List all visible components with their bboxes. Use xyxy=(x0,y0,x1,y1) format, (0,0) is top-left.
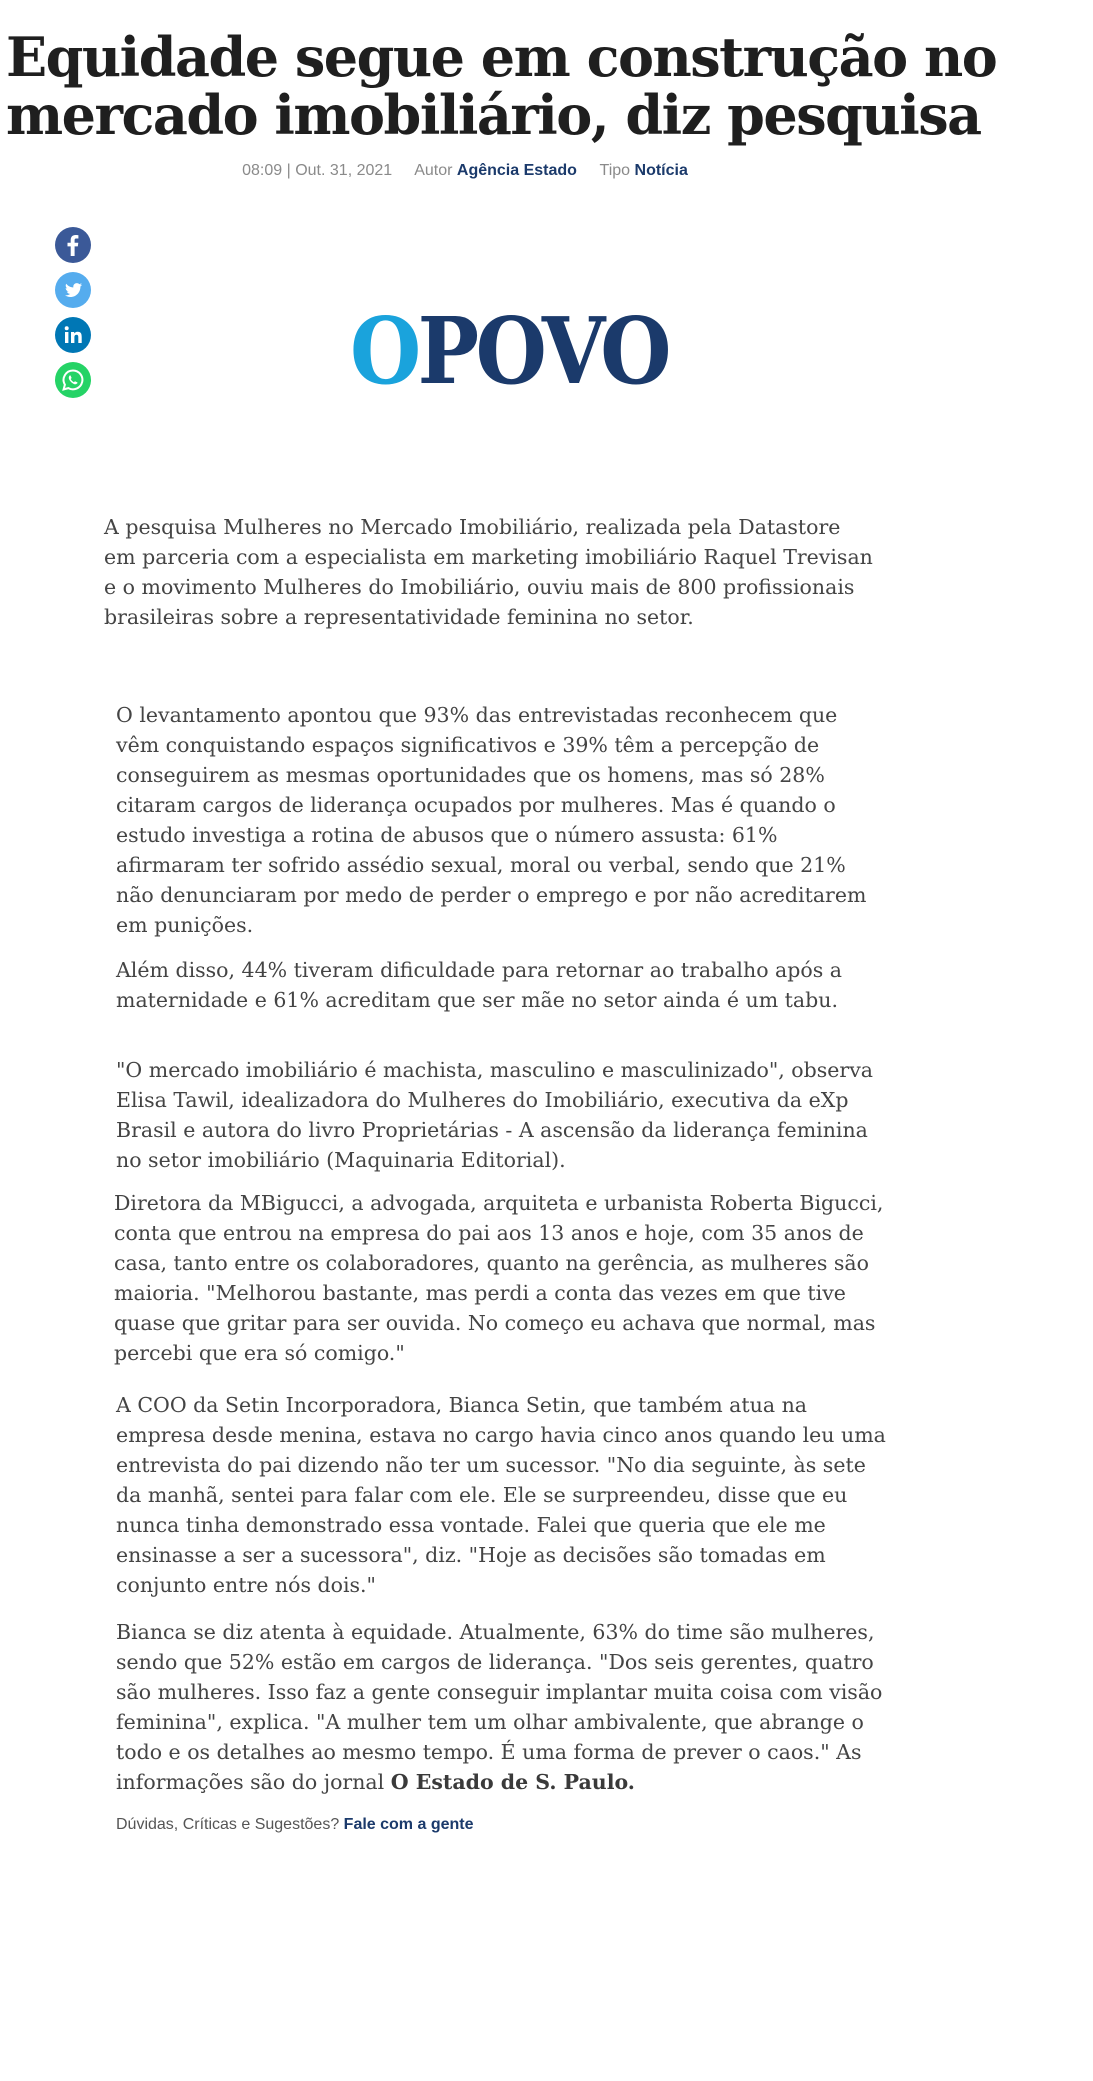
publish-datetime: 08:09 | Out. 31, 2021 xyxy=(242,162,393,179)
opovo-logo xyxy=(350,297,700,405)
share-bar xyxy=(55,227,91,407)
twitter-share-button[interactable] xyxy=(55,272,91,308)
facebook-icon xyxy=(55,227,91,263)
facebook-share-button[interactable] xyxy=(55,227,91,263)
author-link[interactable]: Agência Estado xyxy=(456,162,577,179)
paragraph-bianca: A COO da Setin Incorporadora, Bianca Setin, que também atua na empresa desde menina, estava no cargo havia cinco anos quando leu uma entrevista do pai dizendo não ter um sucessor. "No dia seguinte, às sete da manhã, sentei para falar com ele. Ele se surpreendeu, disse que eu nunca tinha demonstrado essa vontade. Falei que queria que ele me ensinasse a ser a sucessora", diz. "Hoje as decisões são tomadas em conjunto entre nós dois." xyxy=(116,1393,886,1597)
article-title: Equidade segue em construção no mercado imobiliário, diz pesquisa xyxy=(6,25,997,147)
svg-text:OPOVO: OPOVO xyxy=(350,297,700,405)
paragraph-quote-elisa: "O mercado imobiliário é machista, masculino e masculinizado", observa Elisa Tawil, idealizadora do Mulheres do Imobiliário, executiva da eXp Brasil e autora do livro Proprietárias - A ascensão da liderança feminina no setor imobiliário (Maquinaria Editorial). xyxy=(116,1058,874,1172)
paragraph-survey: O levantamento apontou que 93% das entrevistadas reconhecem que vêm conquistando espaços significativos e 39% têm a percepção de conseguirem as mesmas oportunidades que os homens, mas só 28% citaram cargos de liderança ocupados por mulheres. Mas é quando o estudo investiga a rotina de abusos que o número assusta: 61% afirmaram ter sofrido assédio sexual, moral ou verbal, sendo que 21% não denunciaram por medo de perder o emprego e por não acreditarem em punições. xyxy=(116,703,867,937)
paragraph-intro: A pesquisa Mulheres no Mercado Imobiliário, realizada pela Datastore em parceria com a especialista em marketing imobiliário Raquel Trevisan e o movimento Mulheres do Imobiliário, ouviu mais de 800 profissionais brasileiras sobre a representatividade feminina no setor. xyxy=(104,515,873,629)
paragraph-equity xyxy=(116,1617,886,1797)
type-label: Tipo xyxy=(599,162,631,179)
paragraph-equity-text: Bianca se diz atenta à equidade. Atualmente, 63% do time são mulheres, sendo que 52% estão em cargos de liderança. "Dos seis gerentes, quatro são mulheres. Isso faz a gente conseguir implantar muita coisa com visão feminina", explica. "A mulher tem um olhar ambivalente, que abrange o todo e os detalhes ao mesmo tempo. É uma forma de prever o caos." As informações são do jornal xyxy=(116,1620,883,1794)
whatsapp-icon xyxy=(55,362,91,398)
feedback-question: Dúvidas, Críticas e Sugestões? xyxy=(116,1816,340,1833)
twitter-icon xyxy=(55,272,91,308)
paragraph-roberta: Diretora da MBigucci, a advogada, arquiteta e urbanista Roberta Bigucci, conta que entrou na empresa do pai aos 13 anos e hoje, com 35 anos de casa, tanto entre os colaboradores, quanto na gerência, as mulheres são maioria. "Melhorou bastante, mas perdi a conta das vezes em que tive quase que gritar para ser ouvida. No começo eu achava que normal, mas percebi que era só comigo." xyxy=(114,1191,884,1365)
whatsapp-share-button[interactable] xyxy=(55,362,91,398)
linkedin-share-button[interactable] xyxy=(55,317,91,353)
paragraph-maternity: Além disso, 44% tiveram dificuldade para retornar ao trabalho após a maternidade e 61% acreditam que ser mãe no setor ainda é um tabu. xyxy=(116,958,842,1012)
author-label: Autor xyxy=(414,162,453,179)
source-newspaper: O Estado de S. Paulo. xyxy=(390,1770,635,1794)
feedback-footer xyxy=(116,1816,474,1834)
type-link[interactable]: Notícia xyxy=(634,162,688,179)
linkedin-icon xyxy=(55,317,91,353)
article-meta xyxy=(0,162,930,180)
contact-link[interactable]: Fale com a gente xyxy=(343,1816,474,1833)
